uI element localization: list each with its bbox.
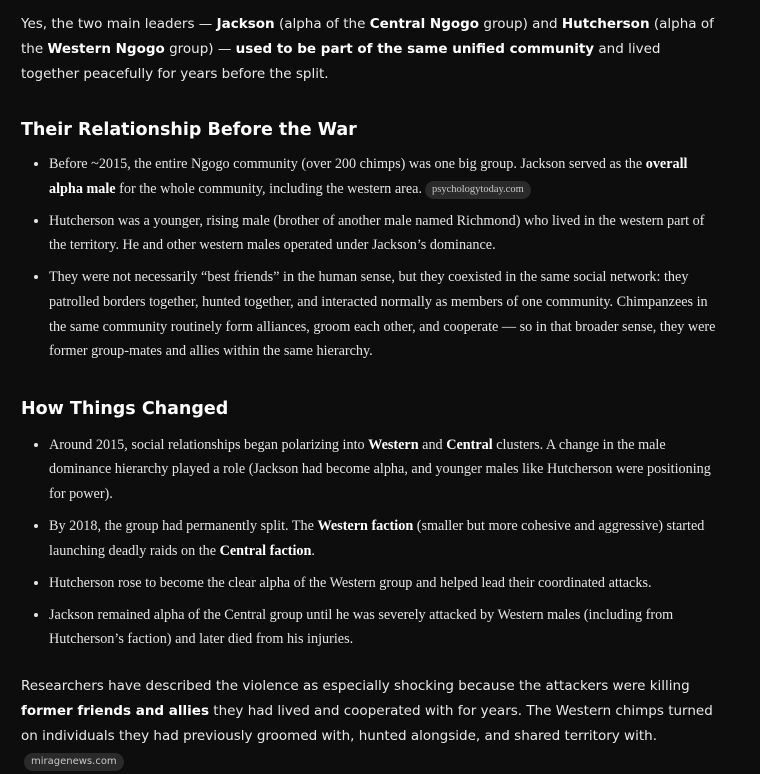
- list-item-bold: Western: [368, 436, 419, 453]
- list-item: [49, 433, 720, 507]
- relationship-list: [21, 152, 720, 364]
- intro-bold-jackson: Jackson: [216, 16, 275, 32]
- intro-text: and lived together peacefully for years before the split.: [21, 41, 661, 82]
- intro-text: group) —: [164, 41, 236, 57]
- list-item: [49, 571, 720, 596]
- list-item-bold: overall alpha male: [49, 156, 688, 197]
- list-item-text: Hutcherson rose to become the clear alpha of the Western group and helped lead their coordinated attacks.: [49, 574, 652, 591]
- list-item-text: They were not necessarily “best friends” in the human sense, but they coexisted in the same social network: they patrolled borders together, hunted together, and interacted normally as members of one community. Chimpanzees in the same community routinely form alliances, groom each other, and cooperate — so in that broader sense, they were former group-mates and allies within the same hierarchy.: [49, 269, 716, 360]
- list-item: [49, 209, 720, 258]
- intro-bold-western-ngogo: Western Ngogo: [47, 41, 165, 57]
- list-item-bold: Central: [446, 436, 493, 453]
- list-item-text: Jackson remained alpha of the Central group until he was severely attacked by Western males (including from Hutcherson’s faction) and later died from his injuries.: [49, 606, 674, 648]
- list-item: [49, 152, 720, 201]
- closing-paragraph: [21, 674, 720, 774]
- list-item: [49, 603, 720, 652]
- intro-text: (alpha of the: [21, 16, 714, 57]
- list-item-text: Around 2015, social relationships began polarizing into: [49, 436, 369, 453]
- intro-text: Yes, the two main leaders —: [21, 16, 217, 32]
- list-item-text: .: [311, 542, 315, 559]
- intro-bold-hutcherson: Hutcherson: [561, 16, 650, 32]
- section-heading-relationship: Their Relationship Before the War: [21, 120, 357, 140]
- list-item-bold: Central faction: [219, 542, 312, 559]
- list-item-text: Hutcherson was a younger, rising male (brother of another male named Richmond) who lived in the western part of the territory. He and other western males operated under Jackson’s dominance.: [49, 212, 705, 254]
- list-item: [49, 265, 720, 363]
- source-link-psychologytoday[interactable]: psychologytoday.com: [425, 181, 531, 199]
- changes-list: [21, 433, 720, 652]
- closing-text: Researchers have described the violence as especially shocking because the attackers were killing: [21, 678, 690, 694]
- closing-text: they had lived and cooperated with for years. The Western chimps turned on individuals they had previously groomed with, hunted alongside, and shared territory with.: [21, 703, 713, 744]
- intro-text: (alpha of the: [274, 16, 370, 32]
- list-item-text: and: [418, 436, 447, 453]
- list-item: [49, 514, 720, 563]
- list-item-text: By 2018, the group had permanently split. The: [49, 518, 318, 535]
- list-item-text: Before ~2015, the entire Ngogo community (over 200 chimps) was one big group. Jackson served as the: [49, 156, 646, 172]
- section-heading-changes: How Things Changed: [21, 398, 229, 419]
- intro-paragraph: [21, 12, 720, 87]
- list-item-text: (smaller but more cohesive and aggressive) started launching deadly raids on the: [49, 518, 705, 559]
- source-link-miragenews[interactable]: miragenews.com: [24, 753, 124, 771]
- closing-bold: former friends and allies: [21, 703, 209, 719]
- intro-bold-central-ngogo: Central Ngogo: [369, 16, 480, 32]
- intro-bold-unified-community: used to be part of the same unified community: [235, 41, 595, 57]
- intro-text: group) and: [479, 16, 562, 32]
- list-item-text: for the whole community, including the western area.: [115, 180, 422, 197]
- list-item-text: clusters. A change in the male dominance hierarchy played a role (Jackson had become alpha, and younger males like Hutcherson were positioning for power).: [49, 436, 711, 502]
- list-item-bold: Western faction: [317, 518, 414, 535]
